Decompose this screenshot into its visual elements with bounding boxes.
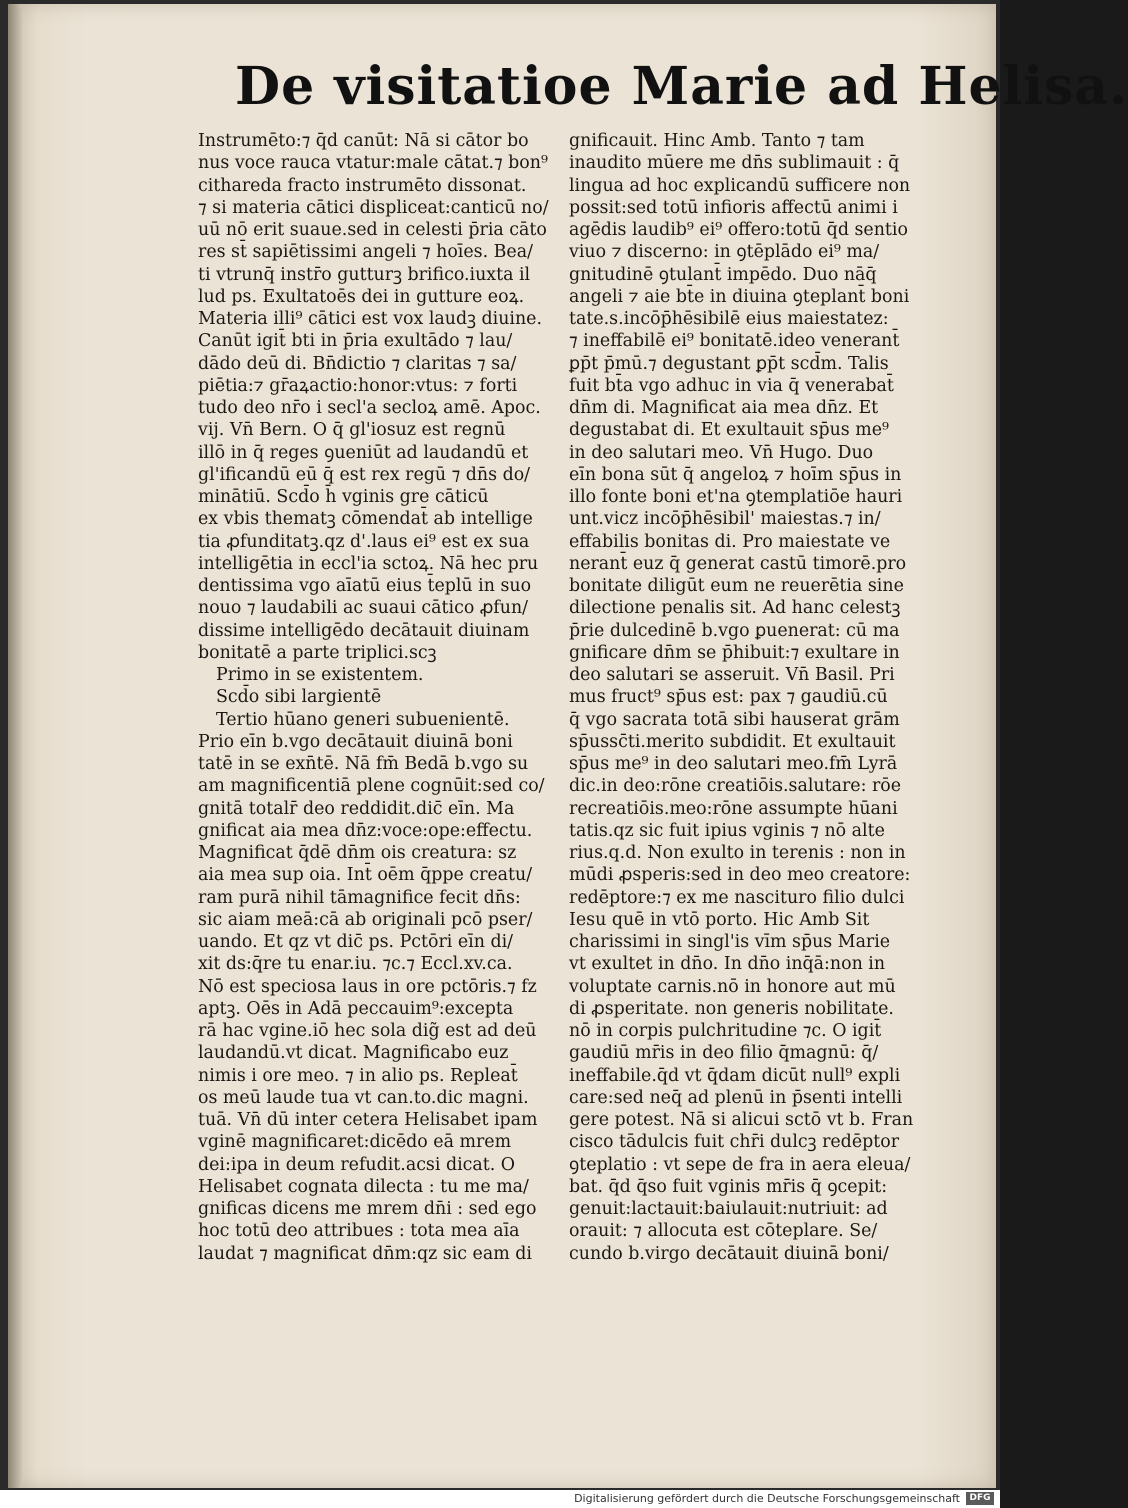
text-line: res st̄ sapiētissimi angeli ⁊ hoīes. Bea/: [198, 242, 533, 263]
text-line: care:sed neq̄ ad plenū in p̄senti intelli: [569, 1087, 903, 1108]
text-line: voluptate carnis.nō in honore aut mū: [569, 976, 896, 997]
dfg-logo: DFG: [966, 1492, 994, 1505]
text-line: tate.s.incōp̄hēsibilē eius maiestatez:: [569, 309, 889, 329]
text-line: redēptore:⁊ ex me nasciturо filio dulci: [569, 887, 905, 908]
text-line: eīn bona sūt q̄ angeloꝝ ⁊ hoīm sp̄us in: [569, 464, 902, 485]
text-line: nus voce rauca vtatur:male cātat.⁊ bon⁹: [198, 153, 548, 174]
text-line: Canūt igit̄ bti in p̄ria exultādo ⁊ lau/: [198, 331, 513, 352]
text-line: dentissima vgo aīatū eius t̄eplū in suo: [198, 576, 532, 596]
text-line: Prio eīn b.vgo decātauit diuinā boni: [198, 731, 513, 752]
text-line: ineffabile.q̄d vt q̄dam dicūt null⁹ expli: [569, 1065, 901, 1086]
text-line: vij. Vn̄ Bern. O q̄ gl'iosuz est regnū: [198, 420, 506, 441]
text-line: vginē magnificaret:dicēdo eā mrem: [198, 1132, 512, 1153]
text-line: di ꝓsperitate. non generis nobilitate.: [569, 998, 894, 1019]
text-line: agēdis laudib⁹ ei⁹ offero:totū q̄d sentio: [569, 220, 908, 240]
text-line: illo fonte boni et'na ꝯtemplatiōe hauri: [569, 487, 903, 507]
text-line: Instrumēto:⁊ q̄d canūt: Nā si cātor bo: [198, 131, 529, 151]
text-line: aptꝫ. Oēs in Adā peccauim⁹:excepta: [198, 998, 514, 1019]
funding-notice: Digitalisierung gefördert durch die Deutsche Forschungsgemeinschaft: [574, 1492, 960, 1505]
text-line: Tertio hūano generi subuenientē.: [216, 709, 510, 730]
text-line: Helisabet cognata dilecta : tu me ma/: [198, 1176, 529, 1197]
text-line: Nō est speciosa laus in ore pctōris.⁊ fz: [198, 976, 537, 997]
text-line: xit ds:q̄re tu enar.iu. ⁊c.⁊ Eccl.xv.ca.: [198, 954, 513, 975]
text-line: dilectione penalis sit. Ad hanc celestꝫ: [569, 598, 901, 619]
text-line: sic aiam meā:cā ab originali pcō pser/: [198, 909, 533, 930]
text-line: q̄ vgo sacrata totā sibi hauserat grām: [569, 709, 900, 730]
text-line: bat. q̄d q̄so fuit vginis mr̄is q̄ ꝯcepit:: [569, 1176, 888, 1197]
text-line: aia mea sup oia. Int̄ oēm q̄ppe creatu/: [198, 865, 533, 886]
text-line: bonitate diligūt eum ne reuerētia sine: [569, 576, 904, 596]
text-line: gnificauit. Hinc Amb. Tanto ⁊ tam: [569, 131, 865, 151]
text-line: am magnificentiā plene cognūit:sed co/: [198, 776, 545, 797]
text-line: os meū laude tua vt can.to.dic magni.: [198, 1087, 529, 1108]
text-line: nouo ⁊ laudabili ac suaui cātico ꝓfun/: [198, 598, 528, 619]
text-line: lud ps. Exultatoēs dei in gutture eoꝝ.: [198, 286, 525, 307]
text-line: ⁊ si materia cātici displiceat:canticū no/: [198, 197, 549, 218]
text-line: unt.vicz incōp̄hēsibil' maiestas.⁊ in/: [569, 509, 881, 530]
text-line: gnitā totalr̄ deo reddidit.dic̄ eīn. Ma: [198, 798, 515, 819]
text-line: tatē in se exn̄tē. Nā fm̄ Bedā b.vgo su: [198, 754, 529, 774]
text-line: ꝑp̄t p̄mū.⁊ degustant ꝑp̄t scd̄m. Talis: [569, 353, 889, 374]
text-line: hoc totū deo attribues : tota mea aīa: [198, 1221, 520, 1242]
text-line: citharedа fracto instrumēto dissonat.: [198, 175, 527, 196]
text-line: in deo salutari meo. Vn̄ Hugo. Duo: [569, 442, 874, 463]
text-line: illō in q̄ reges ꝯueniūt ad laudandū et: [198, 442, 529, 463]
text-line: gl'ificandū eū q̄ est rex regū ⁊ dn̄s do/: [198, 464, 531, 485]
text-line: gnificare dn̄m se p̄hibuit:⁊ exultare in: [569, 642, 900, 663]
text-line: intelligētia in eccl'ia sctoꝝ. Nā hec pru: [198, 553, 539, 574]
text-line: bonitatē a parte triplici.scꝫ: [198, 642, 437, 663]
text-line: ram purā nihil tāmagnifice fecit dn̄s:: [198, 887, 521, 908]
page-heading: De visitatioe Marie ad Helisa.: [235, 56, 1128, 117]
text-line: rā hac vgine.iō hec sola dig̃ est ad deū: [198, 1021, 537, 1041]
text-line: laudandū.vt dicat. Magnificabo euz: [198, 1043, 509, 1064]
text-line: uando. Et qz vt dic̄ ps. Pctōri eīn di/: [198, 932, 514, 952]
text-line: gnificat aia mea dn̄z:voce:ope:effectu.: [198, 820, 533, 841]
text-line: dissime intelligēdo decātauit diuinam: [198, 620, 530, 641]
text-line: tudo deo nr̄o i secl'a secloꝝ amē. Apoc.: [198, 398, 541, 418]
text-line: uū nō erit suaue.sed in celesti p̄ria cāto: [198, 220, 547, 240]
text-line: dādo deū di. Bn̄dictio ⁊ claritas ⁊ sa/: [198, 353, 517, 374]
text-line: nimis i ore meo. ⁊ in alio ps. Repleat̄: [198, 1065, 518, 1086]
text-line: gnificas dicens me mrem dn̄i : sed ego: [198, 1199, 537, 1219]
text-line: mus fruct⁹ sp̄us est: pax ⁊ gaudiū.cū: [569, 687, 888, 708]
text-line: orauit: ⁊ allocuta est cōteplare. Se/: [569, 1221, 878, 1242]
text-line: possit:sed totū infioris affectū animi i: [569, 197, 898, 218]
left-text-column: [198, 130, 570, 1265]
text-line: mūdi ꝓsperis:sed in deo meo creatore:: [569, 865, 911, 886]
text-line: viuo ⁊ discerno: in ꝯtēplādo ei⁹ ma/: [569, 242, 880, 263]
text-line: gaudiū mr̄is in deo filio q̄magnū: q̄/: [569, 1043, 879, 1064]
text-line: tia ꝓfunditatꝫ.qz d'.laus ei⁹ est ex sua: [198, 531, 530, 552]
text-line: Materia illi⁹ cātici est vox laudꝫ diuine.: [198, 309, 542, 329]
text-line: dic.in deo:rōne creatiōis.salutare: rōe: [569, 776, 902, 797]
text-line: sp̄ussc̄ti.merito subdidit. Et exultauit: [569, 731, 896, 752]
text-line: recreatiōis.meo:rōne assumpte hūani: [569, 798, 898, 819]
text-line: fuit bt̄a vgo adhuc in via q̄ venerabat̄: [569, 375, 894, 396]
text-line: tatis.qz sic fuit ipius vginis ⁊ nō alte: [569, 820, 885, 841]
text-line: cundo b.virgo decātauit diuinā boni/: [569, 1243, 889, 1264]
text-line: gere potest. Nā si alicui sctō vt b. Fran: [569, 1110, 914, 1130]
text-line: nō in corpis pulchritudine ⁊c. O igit̄: [569, 1021, 882, 1041]
text-line: tuā. Vn̄ dū inter cetera Helisabet ipam: [198, 1110, 538, 1130]
right-text-column: [569, 130, 941, 1265]
text-line: Primo in se existentem.: [216, 665, 424, 685]
text-line: laudat ⁊ magnificat dn̄m:qz sic eam di: [198, 1243, 532, 1264]
text-line: degustabat di. Et exultauit sp̄us me⁹: [569, 420, 889, 441]
text-line: dn̄m di. Magnificat aia mea dn̄z. Et: [569, 398, 879, 418]
text-line: piētia:⁊ gr̄aꝝactio:honor:vtus: ⁊ forti: [198, 375, 518, 396]
text-line: lingua ad hoc explicandū sufficere non: [569, 175, 911, 196]
footer-bar: [0, 1490, 1000, 1508]
text-line: nerant̄ euz q̄ generat castū timorē.pro: [569, 553, 907, 574]
text-line: p̄rie dulcedinē b.vgo ꝑuenerat: cū ma: [569, 620, 900, 641]
text-line: Magnificat q̄dē dn̄m ois creatura: sz: [198, 843, 517, 863]
text-line: sp̄us me⁹ in deo salutari meo.fm̄ Lyrā: [569, 754, 898, 774]
text-line: ꝯteplatio : vt sepe de fra in aera eleua/: [569, 1154, 911, 1175]
text-line: inaudito mūere me dn̄s sublimauit : q̄: [569, 153, 900, 174]
text-line: gnitudinē ꝯtulant̄ impēdo. Duo nāq̄: [569, 264, 877, 285]
text-line: rius.q.d. Non exulto in terenis : non in: [569, 843, 906, 863]
text-line: angeli ⁊ aie bt̄e in diuina ꝯteplant̄ boni: [569, 286, 910, 307]
text-line: Scd̄o sibi largientē: [216, 687, 382, 708]
text-line: dei:ipa in deum refudit.acsi dicat. O: [198, 1154, 516, 1175]
text-line: charissimi in singl'is vīm sp̄us Marie: [569, 932, 891, 952]
text-line: minātiū. Scd̄o h̄ vginis gre cāticū: [198, 487, 489, 507]
text-line: Iesu quē in vtō porto. Hic Amb Sit: [569, 909, 870, 930]
text-line: vt exultet in dn̄o. In dn̄o inq̄ā:non in: [569, 954, 886, 975]
text-line: ⁊ ineffabilē ei⁹ bonitatē.ideo venerant̄: [569, 331, 900, 352]
text-line: ex vbis thematꝫ cōmendat̄ ab intellige: [198, 509, 533, 530]
text-line: deo salutari se asseruit. Vn̄ Basil. Pri: [569, 665, 895, 685]
text-line: effabilis bonitas di. Pro maiestate ve: [569, 531, 891, 552]
text-line: genuit:lactauit:baiulauit:nutriuit: ad: [569, 1199, 888, 1219]
text-line: ti vtrunq̄ instr̄o gutturꝫ brifico.iuxta il: [198, 264, 531, 285]
text-line: cisco tādulcis fuit chr̄i dulcꝫ redēptor: [569, 1132, 900, 1153]
